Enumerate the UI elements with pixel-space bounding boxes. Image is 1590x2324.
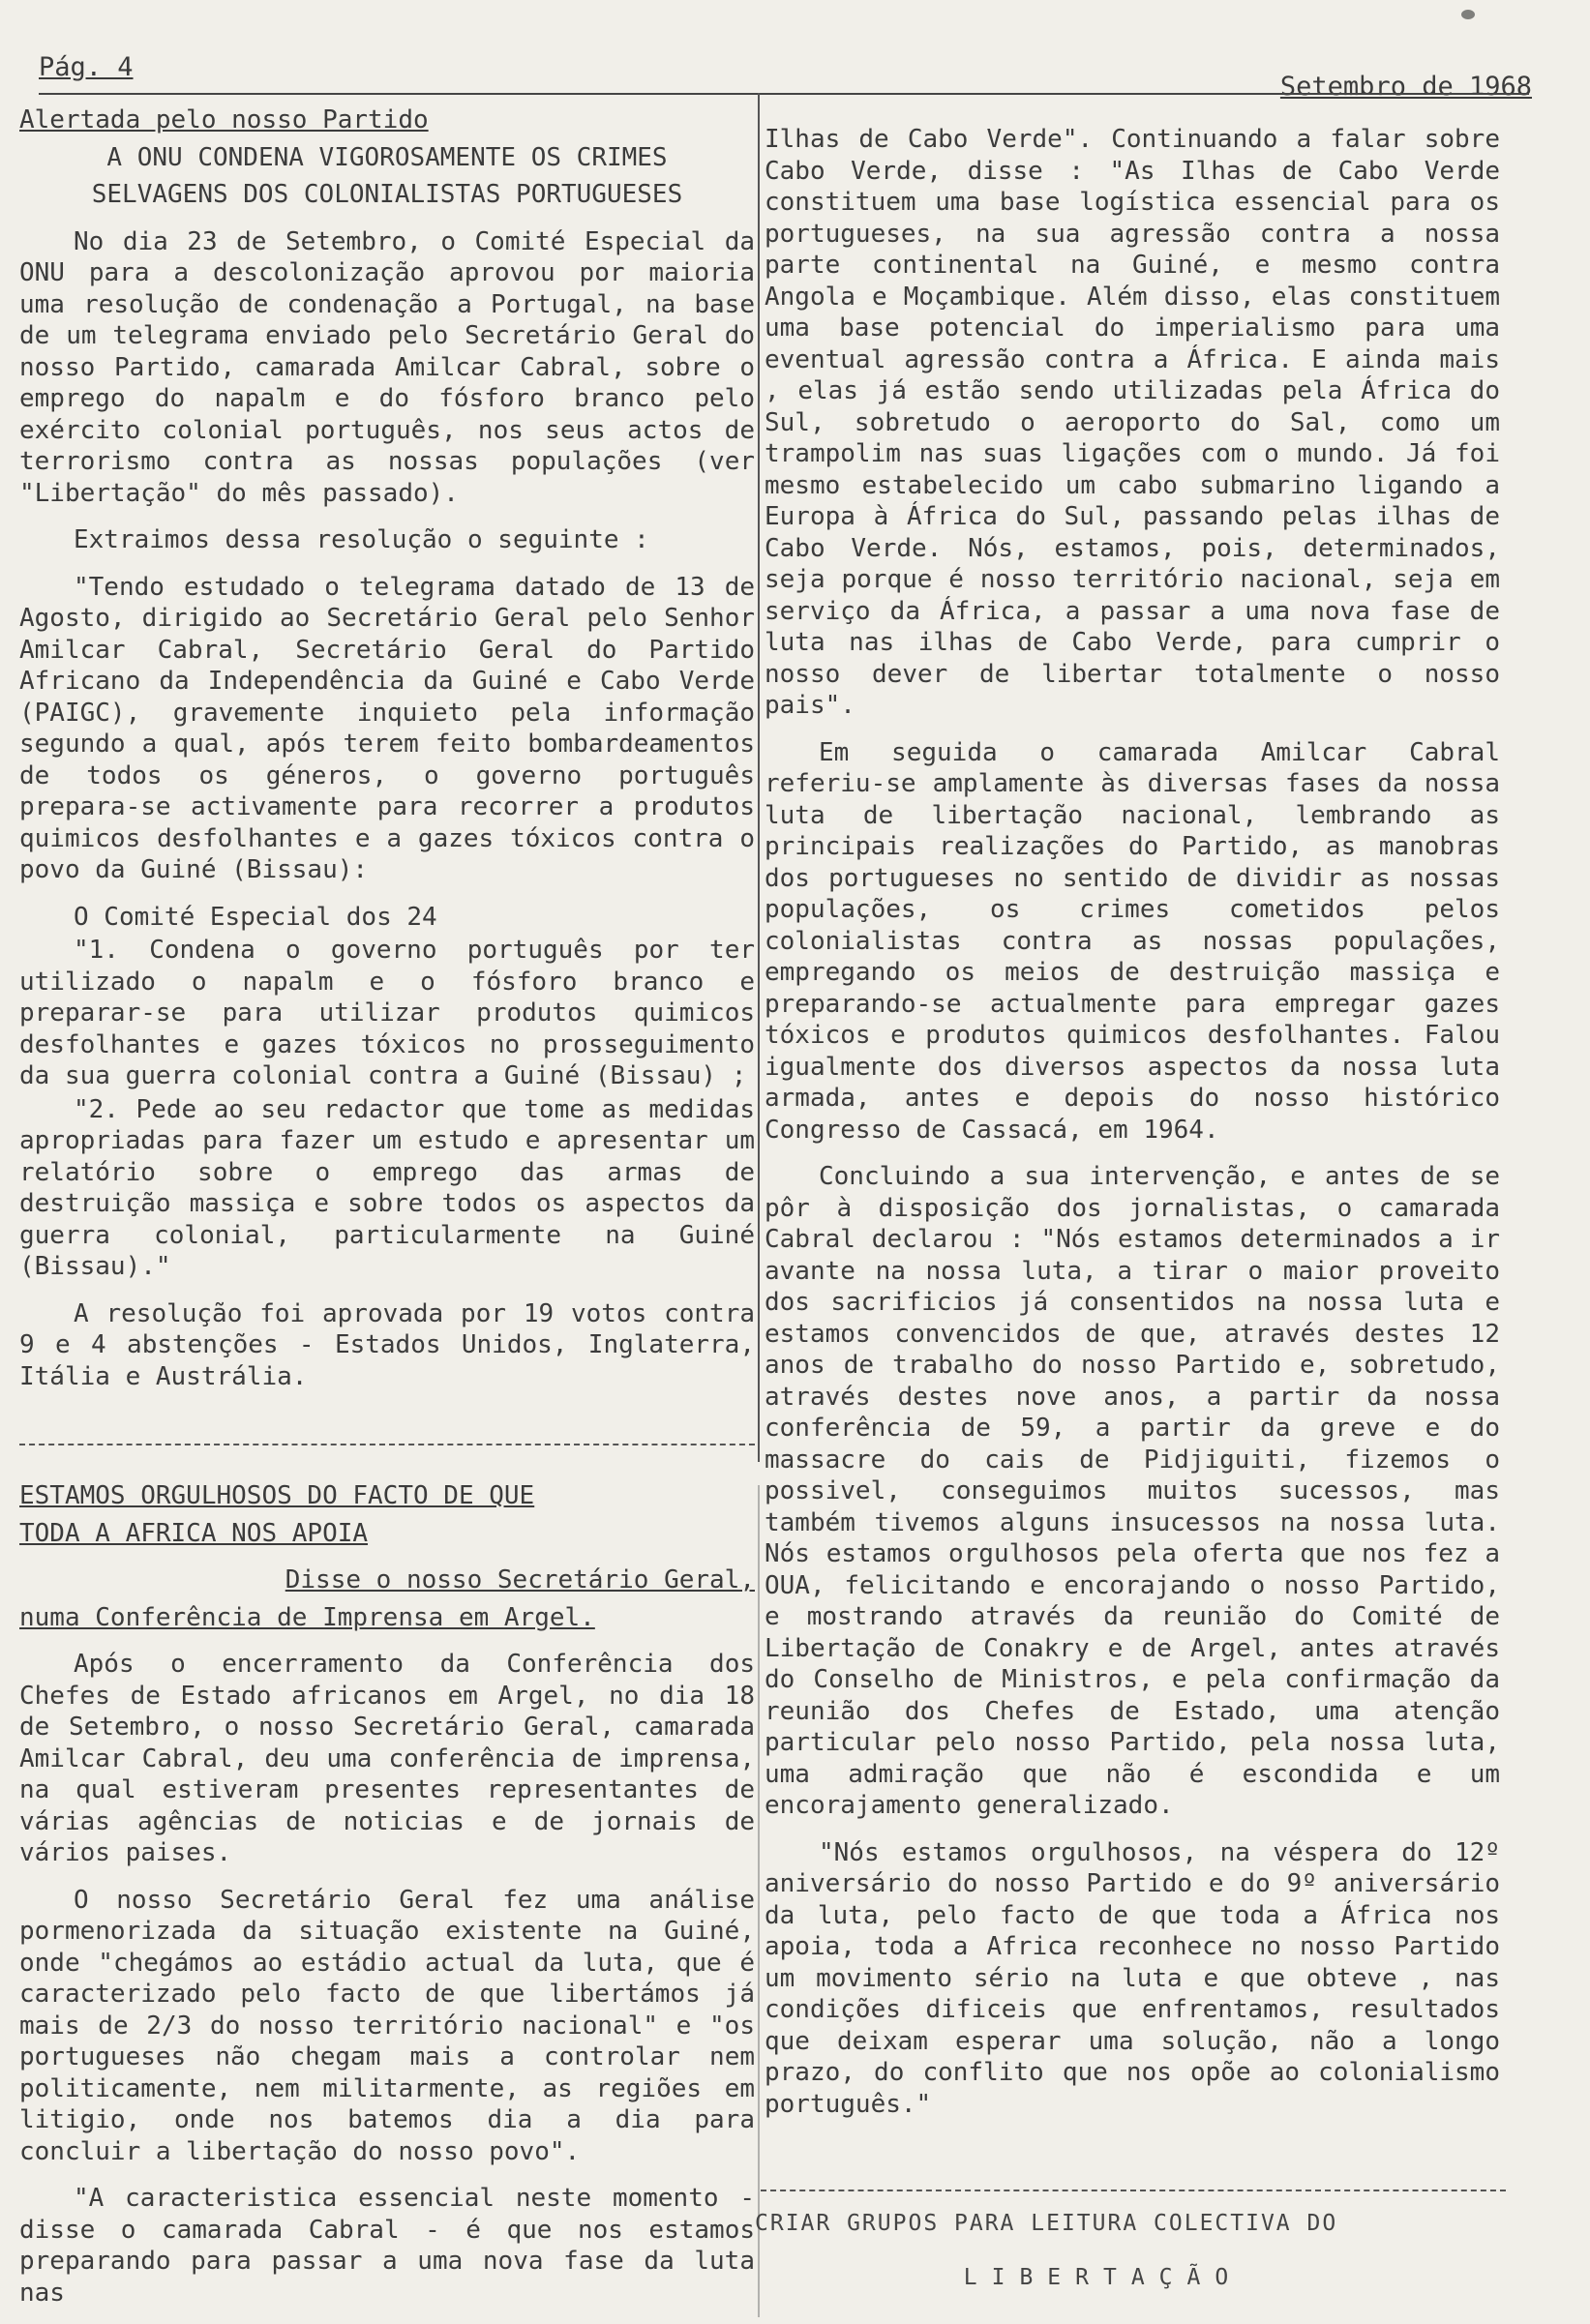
column-divider <box>758 93 760 1462</box>
page-number: Pág. 4 <box>39 52 134 82</box>
article-headline-line1: A ONU CONDENA VIGOROSAMENTE OS CRIMES <box>106 142 668 172</box>
article-headline-line2: TODA A AFRICA NOS APOIA <box>19 1518 369 1548</box>
paragraph: "A caracteristica essencial neste momento - disse o camarada Cabral - é que nos estamos preparando para passar a uma nova fase da luta nas <box>19 2184 755 2308</box>
article-headline-line2: SELVAGENS DOS COLONIALISTAS PORTUGUESES <box>91 180 683 209</box>
quote-paragraph: "Tendo estudado o telegrama datado de 13 de Agosto, dirigido ao Secretário Geral pelo Senhor Amilcar Cabral, Secretário Geral do Partido Africano da Independência da Guiné e Cabo Verde (PAIGC), gravemente inquieto pela informação segundo a qual, após terem feito bombardeamentos de todos os géneros, o governo português prepara-se activamente para recorrer a produtos quimicos desfolhantes e a gazes tóxicos contra o povo da Guiné (Bissau): <box>19 572 755 884</box>
article-separator <box>19 1444 755 1445</box>
paragraph: No dia 23 de Setembro, o Comité Especial da ONU para a descolonização aprovou por maioria uma resolução de condenação a Portugal, na base de um telegrama enviado pelo Secretário Geral do nosso Partido, camarada Amilcar Cabral, sobre o emprego do napalm e do fósforo branco pelo exército colonial português, nos seus actos de terrorismo contra as nossas populações (ver "Libertação" do mês passado). <box>19 226 755 508</box>
article-africa <box>19 1480 755 2324</box>
article-byline-2: numa Conferência de Imprensa em Argel. <box>19 1602 595 1632</box>
article-onu <box>19 104 755 1408</box>
paragraph: Concluindo a sua intervenção, e antes de se pôr à disposição dos jornalistas, o camarada Cabral declarou : "Nós estamos determinados a ir avante na nossa luta, a tirar o maior proveito dos sacrificios já consentidos na nossa luta e estamos convencidos de que, através destes 12 anos de trabalho do nosso Partido e, sobretudo, através destes nove anos, a partir da nossa conferência de 59, a partir da greve e do massacre do cais de Pidjiguiti, fizemos o possivel, conseguimos muitos sucessos, mas também tivemos alguns insucessos na nossa luta. Nós estamos orgulhosos pela oferta que nos fez a OUA, felicitando e encorajando o nosso Partido, e mostrando através da reunião do Comité de Libertação de Conakry e de Argel, antes através do Conselho de Ministros, e pela confirmação da reunião dos Chefes de Estado, uma atenção particular pelo nosso Partido, pela nossa luta, uma admiração que não é escondida e um encorajamento generalizado. <box>765 1162 1500 1820</box>
paragraph: Extraimos dessa resolução o seguinte : <box>74 525 649 554</box>
committee-line: O Comité Especial dos 24 <box>74 902 437 932</box>
paragraph: A resolução foi aprovada por 19 votos contra 9 e 4 abstenções - Estados Unidos, Inglaterra, Itália e Austrália. <box>19 1298 755 1391</box>
article-headline-line1: ESTAMOS ORGULHOSOS DO FACTO DE QUE <box>19 1481 535 1510</box>
resolution-item-2: "2. Pede ao seu redactor que tome as medidas apropriadas para fazer um estudo e apresentar um relatório sobre o emprego das armas de destruição massiça e sobre todos os aspectos da guerra colonial, particularmente na Guiné (Bissau)." <box>19 1094 755 1281</box>
paragraph: "Nós estamos orgulhosos, na véspera do 12º aniversário do nosso Partido e do 9º aniversário da luta, pelo facto de que toda a África nos apoia, toda a Africa reconhece no nosso Partido um movimento sério na luta e que obteve , nas condições dificeis que enfrentamos, resultados que deixam esperar uma solução, não a longo prazo, do conflito que nos opõe ao colonialismo português." <box>765 1837 1500 2119</box>
article-africa-continued <box>765 124 1500 2135</box>
resolution-item-1: "1. Condena o governo português por ter utilizado o napalm e o fósforo branco e preparar-se para utilizar produtos quimicos desfolhantes e gazes tóxicos no prosseguimento da sua guerra colonial contra a Guiné (Bissau) ; <box>19 936 755 1090</box>
footer-notice <box>755 2211 1452 2290</box>
issue-date: Setembro de 1968 <box>1279 72 1532 102</box>
paragraph: O nosso Secretário Geral fez uma análise pormenorizada da situação existente na Guiné, onde "chegámos ao estádio actual da luta, que é caracterizado pelo facto de que libertámos já mais de 2/3 do nosso território nacional" e "os portugueses não chegam mais a controlar nem politicamente, nem militarmente, as regiões em litigio, onde nos batemos dia a dia para concluir a libertação do nosso povo". <box>19 1885 755 2166</box>
article-byline-1: Disse o nosso Secretário Geral, <box>285 1565 755 1594</box>
article-kicker: Alertada pelo nosso Partido <box>19 105 429 134</box>
paragraph: Em seguida o camarada Amilcar Cabral referiu-se amplamente às diversas fases da nossa luta de libertação nacional, lembrando as principais realizações do Partido, as manobras dos portugueses no sentido de dividir as nossas populações, os crimes cometidos pelos colonialistas contra as nossas populações, empregando os meios de destruição massiça e preparando-se actualmente para empregar gazes tóxicos e produtos quimicos desfolhantes. Falou igualmente dos diversos aspectos da nossa luta armada, antes e depois do nosso histórico Congresso de Cassacá, em 1964. <box>765 737 1500 1145</box>
paragraph: Após o encerramento da Conferência dos Chefes de Estado africanos em Argel, no dia 18 de Setembro, o nosso Secretário Geral, camarada Amilcar Cabral, deu uma conferência de imprensa, na qual estiveram presentes representantes de várias agências de noticias e de jornais de vários paises. <box>19 1650 755 1867</box>
header-rule <box>39 93 1529 95</box>
paragraph: Ilhas de Cabo Verde". Continuando a falar sobre Cabo Verde, disse : "As Ilhas de Cabo Verde constituem uma base logística essencial para os portugueses, na sua agressão contra a nossa parte continental na Guiné, e mesmo contra Angola e Moçambique. Além disso, elas constituem uma base potencial do imperialismo para uma eventual agressão contra a África. E ainda mais , elas já estão sendo utilizadas pela África do Sul, sobretudo o aeroporto do Sal, como um trampolim nas suas ligações com o mundo. Já foi mesmo estabelecido um cabo submarino ligando a Europa à África do Sul, passando pelas ilhas de Cabo Verde. Nós, estamos, pois, determinados, seja porque é nosso território nacional, seja em serviço da África, a passar a uma nova fase de luta nas ilhas de Cabo Verde, para cumprir o nosso dever de libertar totalmente o nosso pais". <box>765 125 1500 720</box>
column-divider-lower <box>758 1485 760 2317</box>
ink-blot <box>1461 10 1475 19</box>
footer-line-2: LIBERTAÇÃO <box>963 2265 1244 2290</box>
footer-line-1: CRIAR GRUPOS PARA LEITURA COLECTIVA DO <box>755 2211 1338 2236</box>
footer-separator <box>761 2190 1506 2191</box>
